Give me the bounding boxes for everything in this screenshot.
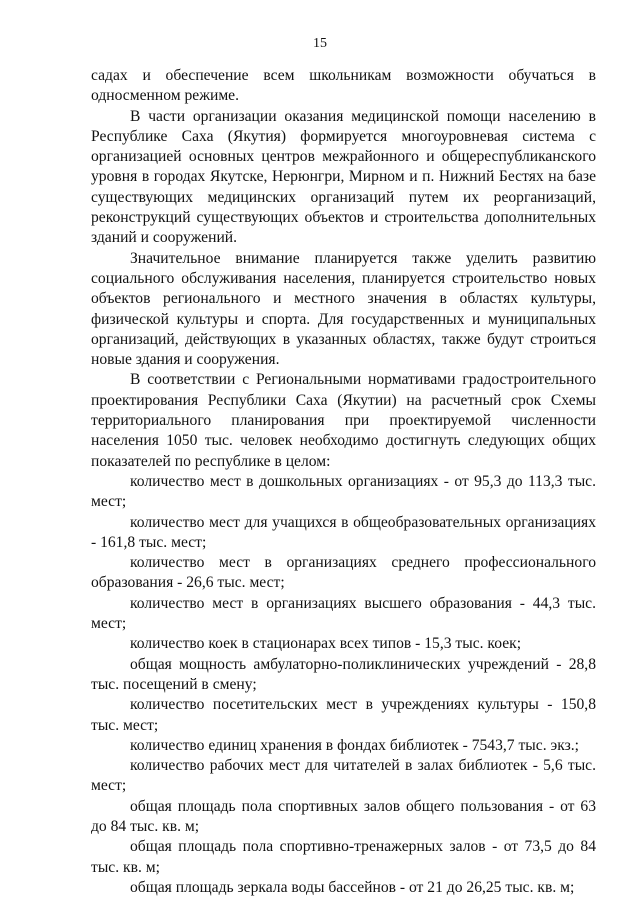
document-body	[91, 66, 596, 898]
list-item-school-places: количество мест для учащихся в общеобразовательных организациях - 161,8 тыс. мест;	[91, 513, 596, 551]
paragraph-social-services: Значительное внимание планируется также уделить развитию социального обслуживания населения, планируется строительство новых объектов регионального и местного значения в областях культуры, физической культуры и спорта. Для государственных и муниципальных организаций, действующих в указанных областях, также будут строиться новые здания и сооружения.	[91, 249, 596, 369]
list-item-culture-seats: количество посетительских мест в учреждениях культуры - 150,8 тыс. мест;	[91, 696, 596, 734]
list-item-pool-water-area: общая площадь зеркала воды бассейнов - от 21 до 26,25 тыс. кв. м;	[130, 878, 575, 896]
paragraph-regional-norms: В соответствии с Региональными нормативами градостроительного проектирования Республики Саха (Якутии) на расчетный срок Схемы территориального планирования при проектируемой численности населения 1050 тыс. человек необходимо достигнуть следующих общих показателей по республике в целом:	[91, 371, 596, 470]
list-item-outpatient-capacity: общая мощность амбулаторно-поликлинических учреждений - 28,8 тыс. посещений в смену;	[91, 655, 596, 693]
page-number: 15	[313, 36, 327, 51]
list-item-preschool-places: количество мест в дошкольных организациях - от 95,3 до 113,3 тыс. мест;	[91, 472, 596, 511]
list-item-library-holdings: количество единиц хранения в фондах библиотек - 7543,7 тыс. экз.;	[130, 736, 579, 754]
list-item-vocational-places: количество мест в организациях среднего профессионального образования - 26,6 тыс. мест;	[91, 554, 596, 592]
list-item-higher-education-places: количество мест в организациях высшего образования - 44,3 тыс. мест;	[91, 594, 596, 633]
list-item-library-reader-seats: количество рабочих мест для читателей в залах библиотек - 5,6 тыс. мест;	[91, 757, 596, 795]
list-item-hospital-beds: количество коек в стационарах всех типов - 15,3 тыс. коек;	[130, 635, 522, 653]
paragraph-continuation: садах и обеспечение всем школьникам возможности обучаться в односменном режиме.	[91, 67, 596, 105]
paragraph-medical-care: В части организации оказания медицинской помощи населению в Республике Саха (Якутия) формируется многоуровневая система с организацией основных центров межрайонного и общереспубликанского уровня в городах Якутске, Нерюнгри, Мирном и п. Нижний Бестях на базе существующих медицинских организаций путем их реорганизаций, реконструкций существующих объектов и строительства дополнительных зданий и сооружений.	[91, 107, 596, 247]
list-item-gym-area: общая площадь пола спортивно-тренажерных залов - от 73,5 до 84 тыс. кв. м;	[91, 838, 596, 876]
list-item-sports-halls-area: общая площадь пола спортивных залов общего пользования - от 63 до 84 тыс. кв. м;	[91, 797, 596, 835]
